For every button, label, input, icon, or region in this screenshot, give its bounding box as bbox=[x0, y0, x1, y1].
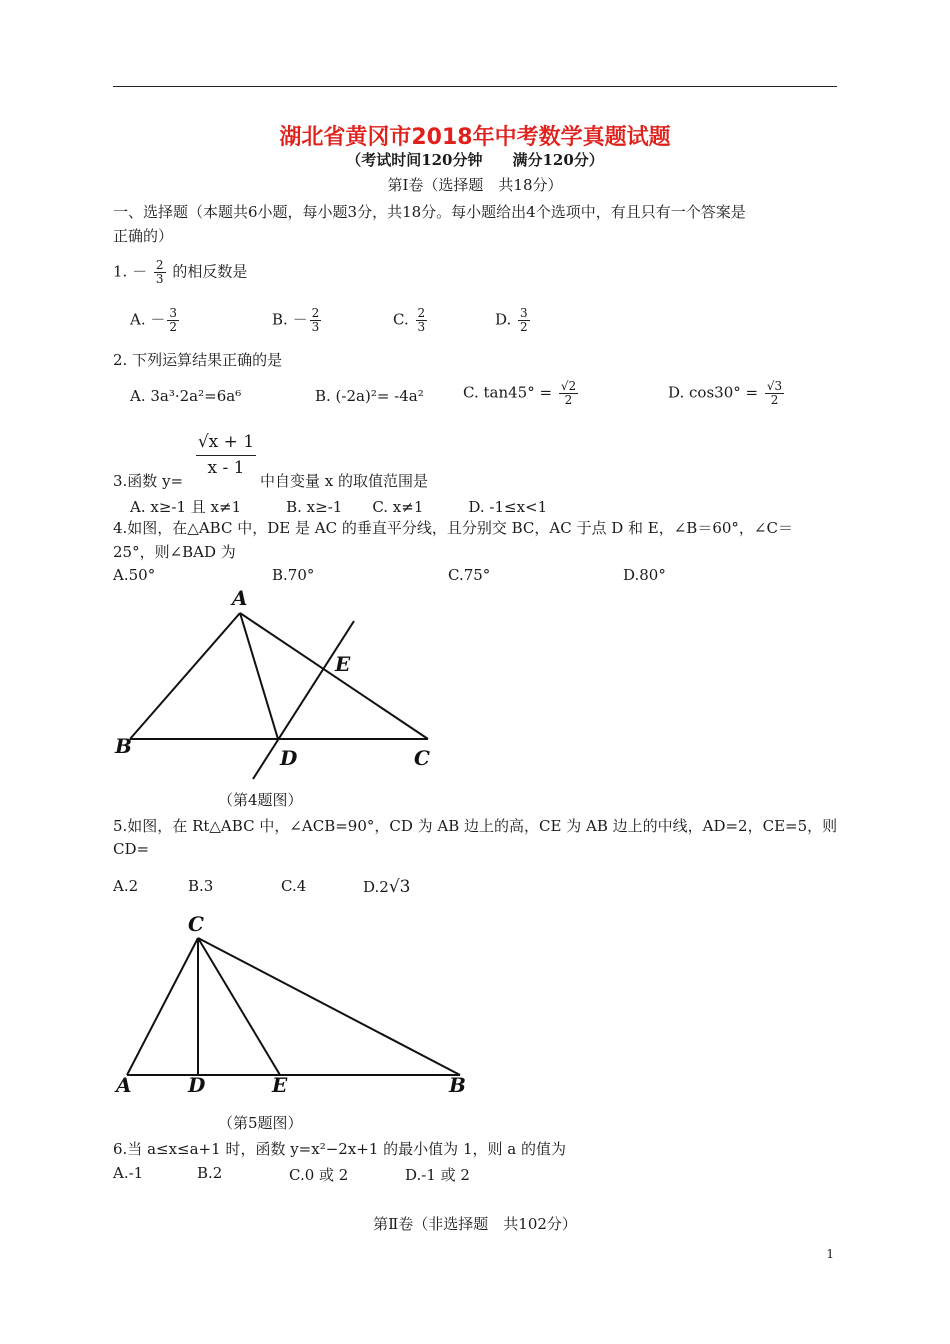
q1-frac-den: 3 bbox=[155, 272, 164, 286]
frac-num: 3 bbox=[520, 306, 528, 320]
page-number: 1 bbox=[826, 1247, 834, 1261]
label-b: B bbox=[115, 734, 132, 758]
q5-option-a: A.2 bbox=[113, 877, 139, 895]
q1-minus: － bbox=[132, 262, 148, 281]
option-sign: － bbox=[150, 310, 166, 329]
q2-c-fraction bbox=[559, 380, 578, 407]
frac-num: 2 bbox=[417, 306, 426, 320]
q2-option-c bbox=[463, 380, 580, 407]
q1-fraction bbox=[154, 259, 166, 286]
exam-subtitle: （考试时间120分钟 满分120分） bbox=[346, 151, 604, 169]
q2-option-b: B. (-2a)²= -4a² bbox=[315, 387, 424, 405]
q2-d-text: D. cos30° = bbox=[668, 383, 759, 402]
q6-option-b: B.2 bbox=[197, 1164, 223, 1182]
q5-option-c: C.4 bbox=[281, 877, 307, 895]
option-label: B. bbox=[272, 310, 288, 329]
q3-fraction bbox=[196, 432, 256, 479]
q3-options: A. x≥-1 且 x≠1 B. x≥-1 C. x≠1 D. -1≤x<1 bbox=[130, 498, 548, 516]
label-c: C bbox=[414, 746, 430, 770]
question-4-line1: 4.如图，在△ABC 中，DE 是 AC 的垂直平分线，且分别交 BC，AC 于点 D 和 E，∠B＝60°，∠C＝ bbox=[113, 519, 793, 537]
section1-intro-line2: 正确的） bbox=[113, 227, 174, 245]
q1-option-d bbox=[495, 307, 532, 334]
option-label: A. bbox=[130, 310, 146, 329]
frac-num: √3 bbox=[766, 379, 783, 393]
label-c: C bbox=[188, 912, 204, 936]
part1-heading: 第Ⅰ卷（选择题 共18分） bbox=[387, 176, 563, 194]
q5-option-b: B.3 bbox=[188, 877, 214, 895]
figure-4-caption: （第4题图） bbox=[218, 791, 303, 809]
frac-den: 2 bbox=[520, 320, 528, 334]
q3-prefix: 3.函数 y= bbox=[113, 472, 184, 490]
frac-den: 3 bbox=[417, 320, 426, 334]
segment-cb bbox=[198, 938, 460, 1075]
question-5-line1: 5.如图，在 Rt△ABC 中，∠ACB=90°，CD 为 AB 边上的高，CE 为 AB 边上的中线，AD=2，CE=5，则 bbox=[113, 817, 838, 835]
q3-suffix: 中自变量 x 的取值范围是 bbox=[260, 472, 428, 490]
option-fraction bbox=[310, 307, 322, 334]
option-label: C. bbox=[393, 310, 409, 329]
question-5-line2: CD= bbox=[113, 840, 150, 858]
option-fraction bbox=[416, 307, 428, 334]
q3-numerator: √x + 1 bbox=[196, 432, 256, 456]
segment-ad bbox=[240, 613, 278, 739]
figure-5-caption: （第5题图） bbox=[218, 1114, 303, 1132]
q5-d-radical: √3 bbox=[388, 877, 411, 897]
frac-num: √2 bbox=[560, 379, 577, 393]
label-b: B bbox=[449, 1073, 466, 1097]
q3-denominator: x - 1 bbox=[207, 458, 245, 478]
segment-ac bbox=[127, 938, 198, 1075]
frac-den: 2 bbox=[770, 393, 779, 407]
frac-den: 3 bbox=[311, 320, 320, 334]
q4-option-c: C.75° bbox=[448, 566, 491, 584]
label-a: A bbox=[232, 586, 248, 610]
label-d: D bbox=[280, 746, 298, 770]
question-1-stem bbox=[113, 259, 247, 286]
question-6-stem: 6.当 a≤x≤a+1 时，函数 y=x²−2x+1 的最小值为 1，则 a 的值为 bbox=[113, 1140, 566, 1158]
q2-c-text: C. tan45° = bbox=[463, 383, 553, 402]
label-e: E bbox=[335, 652, 351, 676]
option-fraction bbox=[518, 307, 530, 334]
q4-option-a: A.50° bbox=[113, 566, 156, 584]
q1-option-b bbox=[272, 307, 323, 334]
q4-option-b: B.70° bbox=[272, 566, 315, 584]
q1-suffix: 的相反数是 bbox=[172, 262, 248, 281]
q6-option-d: D.-1 或 2 bbox=[405, 1166, 470, 1184]
part2-heading: 第Ⅱ卷（非选择题 共102分） bbox=[373, 1215, 577, 1233]
figure-5-right-triangle bbox=[110, 905, 480, 1105]
option-fraction bbox=[167, 307, 179, 334]
q1-option-a bbox=[130, 307, 181, 334]
q1-frac-num: 2 bbox=[155, 258, 164, 272]
frac-num: 2 bbox=[311, 306, 320, 320]
q2-d-fraction bbox=[765, 380, 784, 407]
label-a: A bbox=[116, 1073, 132, 1097]
section1-intro-line1: 一、选择题（本题共6小题，每小题3分，共18分。每小题给出4个选项中，有且只有一个答案是 bbox=[113, 203, 746, 221]
q6-option-a: A.-1 bbox=[113, 1164, 144, 1182]
perpendicular-bisector-de bbox=[253, 621, 354, 779]
frac-den: 2 bbox=[564, 393, 573, 407]
q5-option-d bbox=[363, 877, 410, 897]
label-d: D bbox=[188, 1073, 206, 1097]
q4-option-d: D.80° bbox=[623, 566, 666, 584]
option-label: D. bbox=[495, 310, 512, 329]
label-e: E bbox=[272, 1073, 288, 1097]
q1-prefix: 1. bbox=[113, 262, 128, 281]
frac-den: 2 bbox=[169, 320, 178, 334]
header-rule bbox=[113, 86, 837, 87]
option-sign: － bbox=[292, 310, 308, 329]
exam-title: 湖北省黄冈市2018年中考数学真题试题 bbox=[279, 125, 671, 150]
q2-option-a: A. 3a³·2a²=6a⁶ bbox=[130, 387, 242, 405]
q2-option-d bbox=[668, 380, 786, 407]
segment-ab bbox=[130, 613, 240, 739]
q1-option-c bbox=[393, 307, 429, 334]
question-4-line2: 25°，则∠BAD 为 bbox=[113, 543, 236, 561]
segment-ac bbox=[240, 613, 428, 739]
figure-4-triangle bbox=[110, 585, 460, 790]
q6-option-c: C.0 或 2 bbox=[289, 1166, 349, 1184]
question-2-stem: 2. 下列运算结果正确的是 bbox=[113, 351, 283, 369]
frac-num: 3 bbox=[169, 306, 178, 320]
q5-d-prefix: D.2 bbox=[363, 878, 389, 896]
